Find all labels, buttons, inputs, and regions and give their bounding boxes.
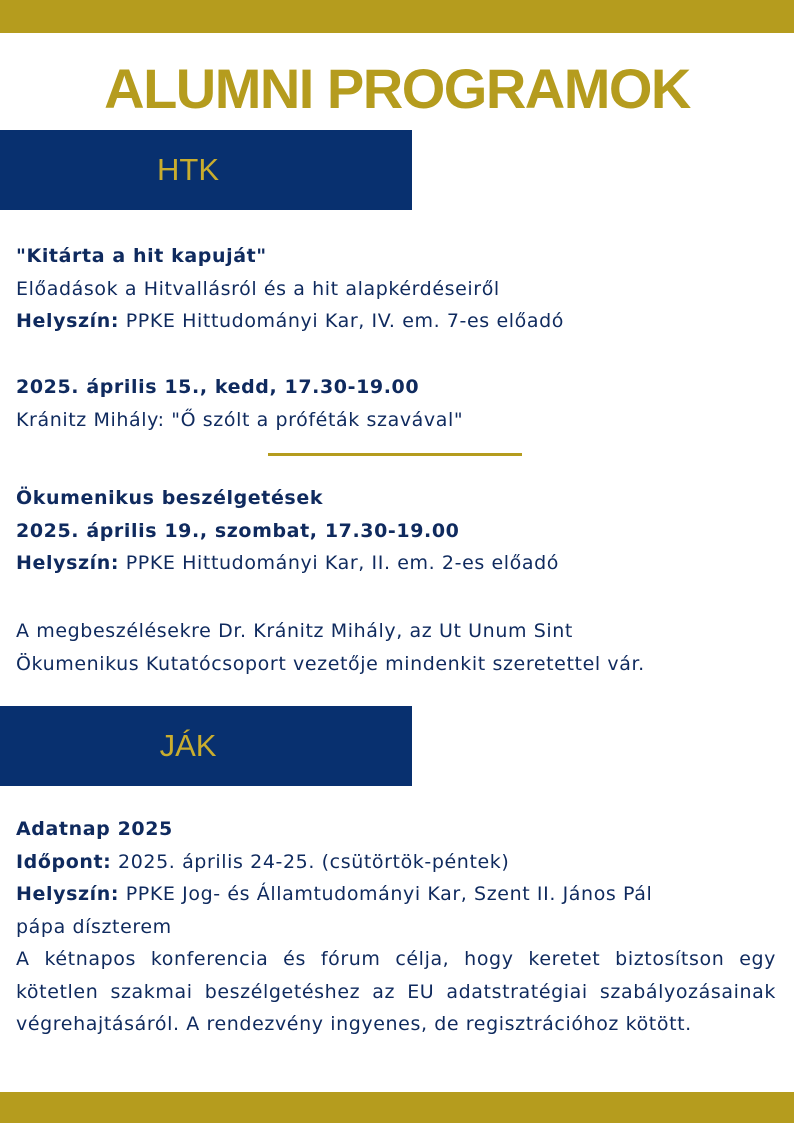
event-location bbox=[16, 305, 776, 338]
section-header-jak bbox=[0, 706, 412, 786]
page-title: ALUMNI PROGRAMOK bbox=[104, 57, 690, 120]
event-location bbox=[16, 547, 776, 580]
time-label: Időpont: bbox=[16, 850, 112, 873]
event-title: "Kitárta a hit kapuját" bbox=[16, 245, 267, 267]
section-label-jak: JÁK bbox=[159, 728, 217, 763]
htk-event-2-note bbox=[16, 615, 776, 680]
event-title: Adatnap 2025 bbox=[16, 818, 173, 840]
event-subtitle: Előadások a Hitvallásról és a hit alapkérdéseiről bbox=[16, 277, 500, 300]
gold-divider bbox=[268, 453, 522, 456]
section-label-htk: HTK bbox=[157, 152, 219, 187]
top-gold-band bbox=[0, 0, 794, 33]
event-talk: Kránitz Mihály: "Ő szólt a próféták szavával" bbox=[16, 408, 464, 431]
location-label: Helyszín: bbox=[16, 883, 120, 905]
location-value: PPKE Hittudományi Kar, II. em. 2-es előadó bbox=[119, 552, 560, 574]
event-time bbox=[16, 846, 776, 879]
event-title: Ökumenikus beszélgetések bbox=[16, 487, 324, 509]
jak-event bbox=[16, 813, 776, 1041]
note-line: Ökumenikus Kutatócsoport vezetője mindenkit szeretettel vár. bbox=[16, 652, 645, 675]
htk-event-2 bbox=[16, 482, 776, 580]
event-date: 2025. április 19., szombat, 17.30-19.00 bbox=[16, 519, 460, 542]
time-value: 2025. április 24-25. (csütörtök-péntek) bbox=[111, 850, 510, 873]
htk-event-1-session bbox=[16, 371, 776, 436]
event-location bbox=[16, 878, 776, 911]
note-line: A megbeszélésekre Dr. Kránitz Mihály, az Ut Unum Sint bbox=[16, 620, 573, 642]
location-label: Helyszín: bbox=[16, 310, 120, 332]
section-header-htk bbox=[0, 130, 412, 210]
location-value: PPKE Hittudományi Kar, IV. em. 7-es előadó bbox=[119, 310, 564, 332]
event-description: A kétnapos konferencia és fórum célja, hogy keretet biztosítson egy kötetlen szakmai beszélgetéshez az EU adatstratégiai szabályozásainak végrehajtásáról. A rendezvény ingyenes, de regisztrációhoz kötött. bbox=[16, 948, 776, 1035]
bottom-gold-band bbox=[0, 1092, 794, 1123]
event-date: 2025. április 15., kedd, 17.30-19.00 bbox=[16, 376, 420, 398]
event-location-cont: pápa díszterem bbox=[16, 915, 172, 938]
htk-event-1 bbox=[16, 240, 776, 338]
location-value: PPKE Jog- és Államtudományi Kar, Szent II. János Pál bbox=[119, 883, 653, 905]
location-label: Helyszín: bbox=[16, 552, 120, 574]
